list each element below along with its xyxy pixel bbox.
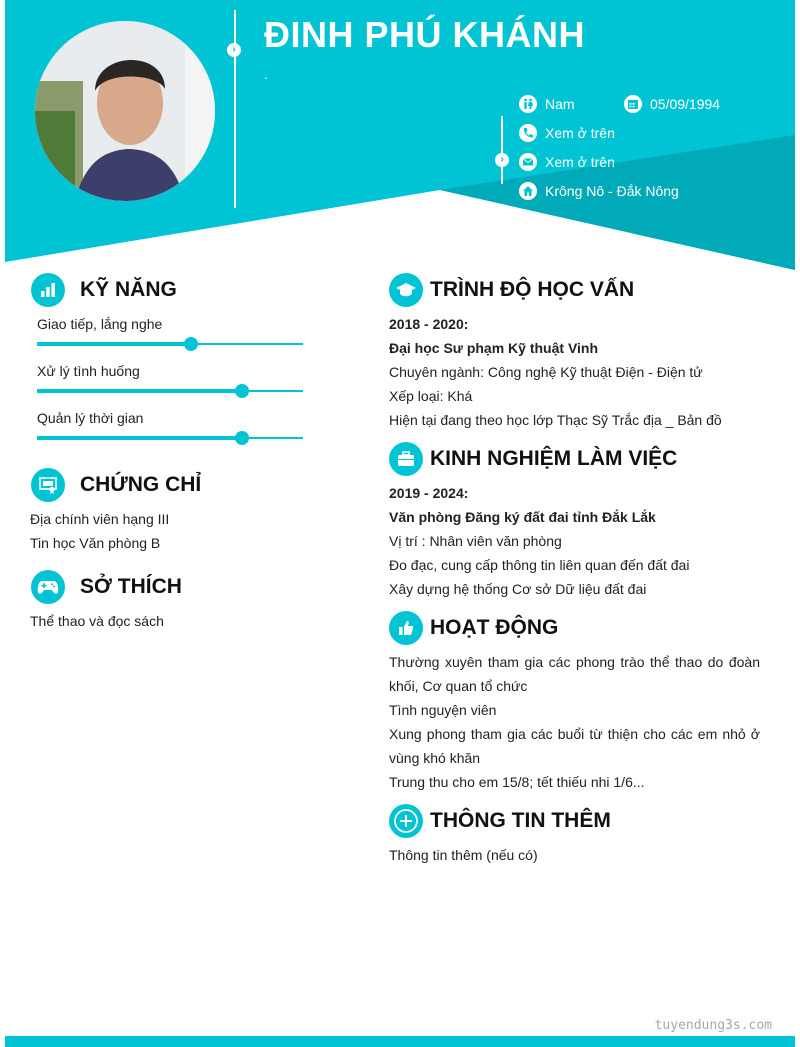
education-section-header <box>389 273 634 307</box>
skill-bar-fill <box>37 436 242 440</box>
footer-bar <box>5 1036 795 1047</box>
skill-bar-knob <box>235 431 249 445</box>
contact-divider <box>501 116 503 184</box>
gender-icon <box>519 95 537 113</box>
email-value: Xem ở trên <box>545 154 615 170</box>
experience-line: Xây dựng hệ thống Cơ sở Dữ liệu đất đai <box>389 581 647 597</box>
phone-value: Xem ở trên <box>545 125 615 141</box>
education-school: Đại học Sư phạm Kỹ thuật Vinh <box>389 340 599 356</box>
skill-bar-knob <box>235 384 249 398</box>
skills-title: KỸ NĂNG <box>80 278 177 301</box>
education-major: Chuyên ngành: Công nghệ Kỹ thuật Điện - Điện tử <box>389 364 703 380</box>
graduation-cap-icon <box>389 273 423 307</box>
contact-address <box>519 182 679 200</box>
candidate-subtitle: . <box>264 66 268 82</box>
contact-email <box>519 153 615 171</box>
skill-bar-knob <box>184 337 198 351</box>
extra-text: Thông tin thêm (nếu có) <box>389 847 538 863</box>
plus-icon <box>389 804 423 838</box>
certificate-icon <box>31 468 65 502</box>
gender-value: Nam <box>545 96 575 112</box>
skill-label: Quản lý thời gian <box>37 410 144 426</box>
education-grade: Xếp loại: Khá <box>389 388 473 404</box>
header-banner <box>0 0 800 290</box>
email-icon <box>519 153 537 171</box>
skill-bar-fill <box>37 342 191 346</box>
hobbies-section-header <box>31 570 182 604</box>
thumbs-up-icon <box>389 611 423 645</box>
experience-period: 2019 - 2024: <box>389 485 469 501</box>
experience-section-header <box>389 442 677 476</box>
skill-label: Giao tiếp, lắng nghe <box>37 316 163 332</box>
certificates-section-header <box>31 468 201 502</box>
extra-title: THÔNG TIN THÊM <box>430 809 611 832</box>
education-period: 2018 - 2020: <box>389 316 469 332</box>
bar-chart-icon <box>31 273 65 307</box>
gamepad-icon <box>31 570 65 604</box>
home-icon <box>519 182 537 200</box>
activity-line: Xung phong tham gia các buổi từ thiện cho các em nhỏ ở vùng khó khăn <box>389 726 760 766</box>
education-note: Hiện tại đang theo học lớp Thạc Sỹ Trắc địa _ Bản đồ <box>389 412 722 428</box>
phone-icon <box>519 124 537 142</box>
certificate-item: Địa chính viên hạng III <box>30 511 170 527</box>
contact-gender <box>519 95 575 113</box>
extra-section-header <box>389 804 611 838</box>
activity-line: Thường xuyên tham gia các phong trào thể thao do đoàn khối, Cơ quan tổ chức <box>389 654 760 694</box>
watermark: tuyendung3s.com <box>654 1018 772 1033</box>
skills-section-header <box>31 273 177 307</box>
candidate-name: ĐINH PHÚ KHÁNH <box>264 14 585 55</box>
certificates-title: CHỨNG CHỈ <box>80 473 202 496</box>
hobbies-text: Thể thao và đọc sách <box>30 613 164 629</box>
avatar <box>35 21 215 201</box>
contact-phone <box>519 124 615 142</box>
header-divider <box>234 10 236 208</box>
activities-title: HOẠT ĐỘNG <box>430 616 559 639</box>
experience-title: KINH NGHIỆM LÀM VIỆC <box>430 447 678 470</box>
skill-label: Xử lý tình huống <box>37 363 140 379</box>
calendar-icon <box>624 95 642 113</box>
experience-line: Đo đạc, cung cấp thông tin liên quan đến đất đai <box>389 557 690 573</box>
hobbies-title: SỞ THÍCH <box>80 575 182 598</box>
address-value: Krông Nô - Đắk Nông <box>545 183 679 199</box>
experience-company: Văn phòng Đăng ký đất đai tỉnh Đắk Lắk <box>389 509 656 525</box>
chevron-right-icon: › <box>495 153 509 167</box>
skill-bar-fill <box>37 389 242 393</box>
activity-line: Tình nguyện viên <box>389 702 497 718</box>
education-title: TRÌNH ĐỘ HỌC VẤN <box>430 278 635 301</box>
briefcase-icon <box>389 442 423 476</box>
contact-dob <box>624 95 720 113</box>
activity-line: Trung thu cho em 15/8; tết thiếu nhi 1/6... <box>389 774 645 790</box>
dob-value: 05/09/1994 <box>650 96 721 112</box>
activities-section-header <box>389 611 558 645</box>
chevron-right-icon: › <box>227 43 241 57</box>
certificate-item: Tin học Văn phòng B <box>30 535 161 551</box>
experience-line: Vị trí : Nhân viên văn phòng <box>389 533 562 549</box>
